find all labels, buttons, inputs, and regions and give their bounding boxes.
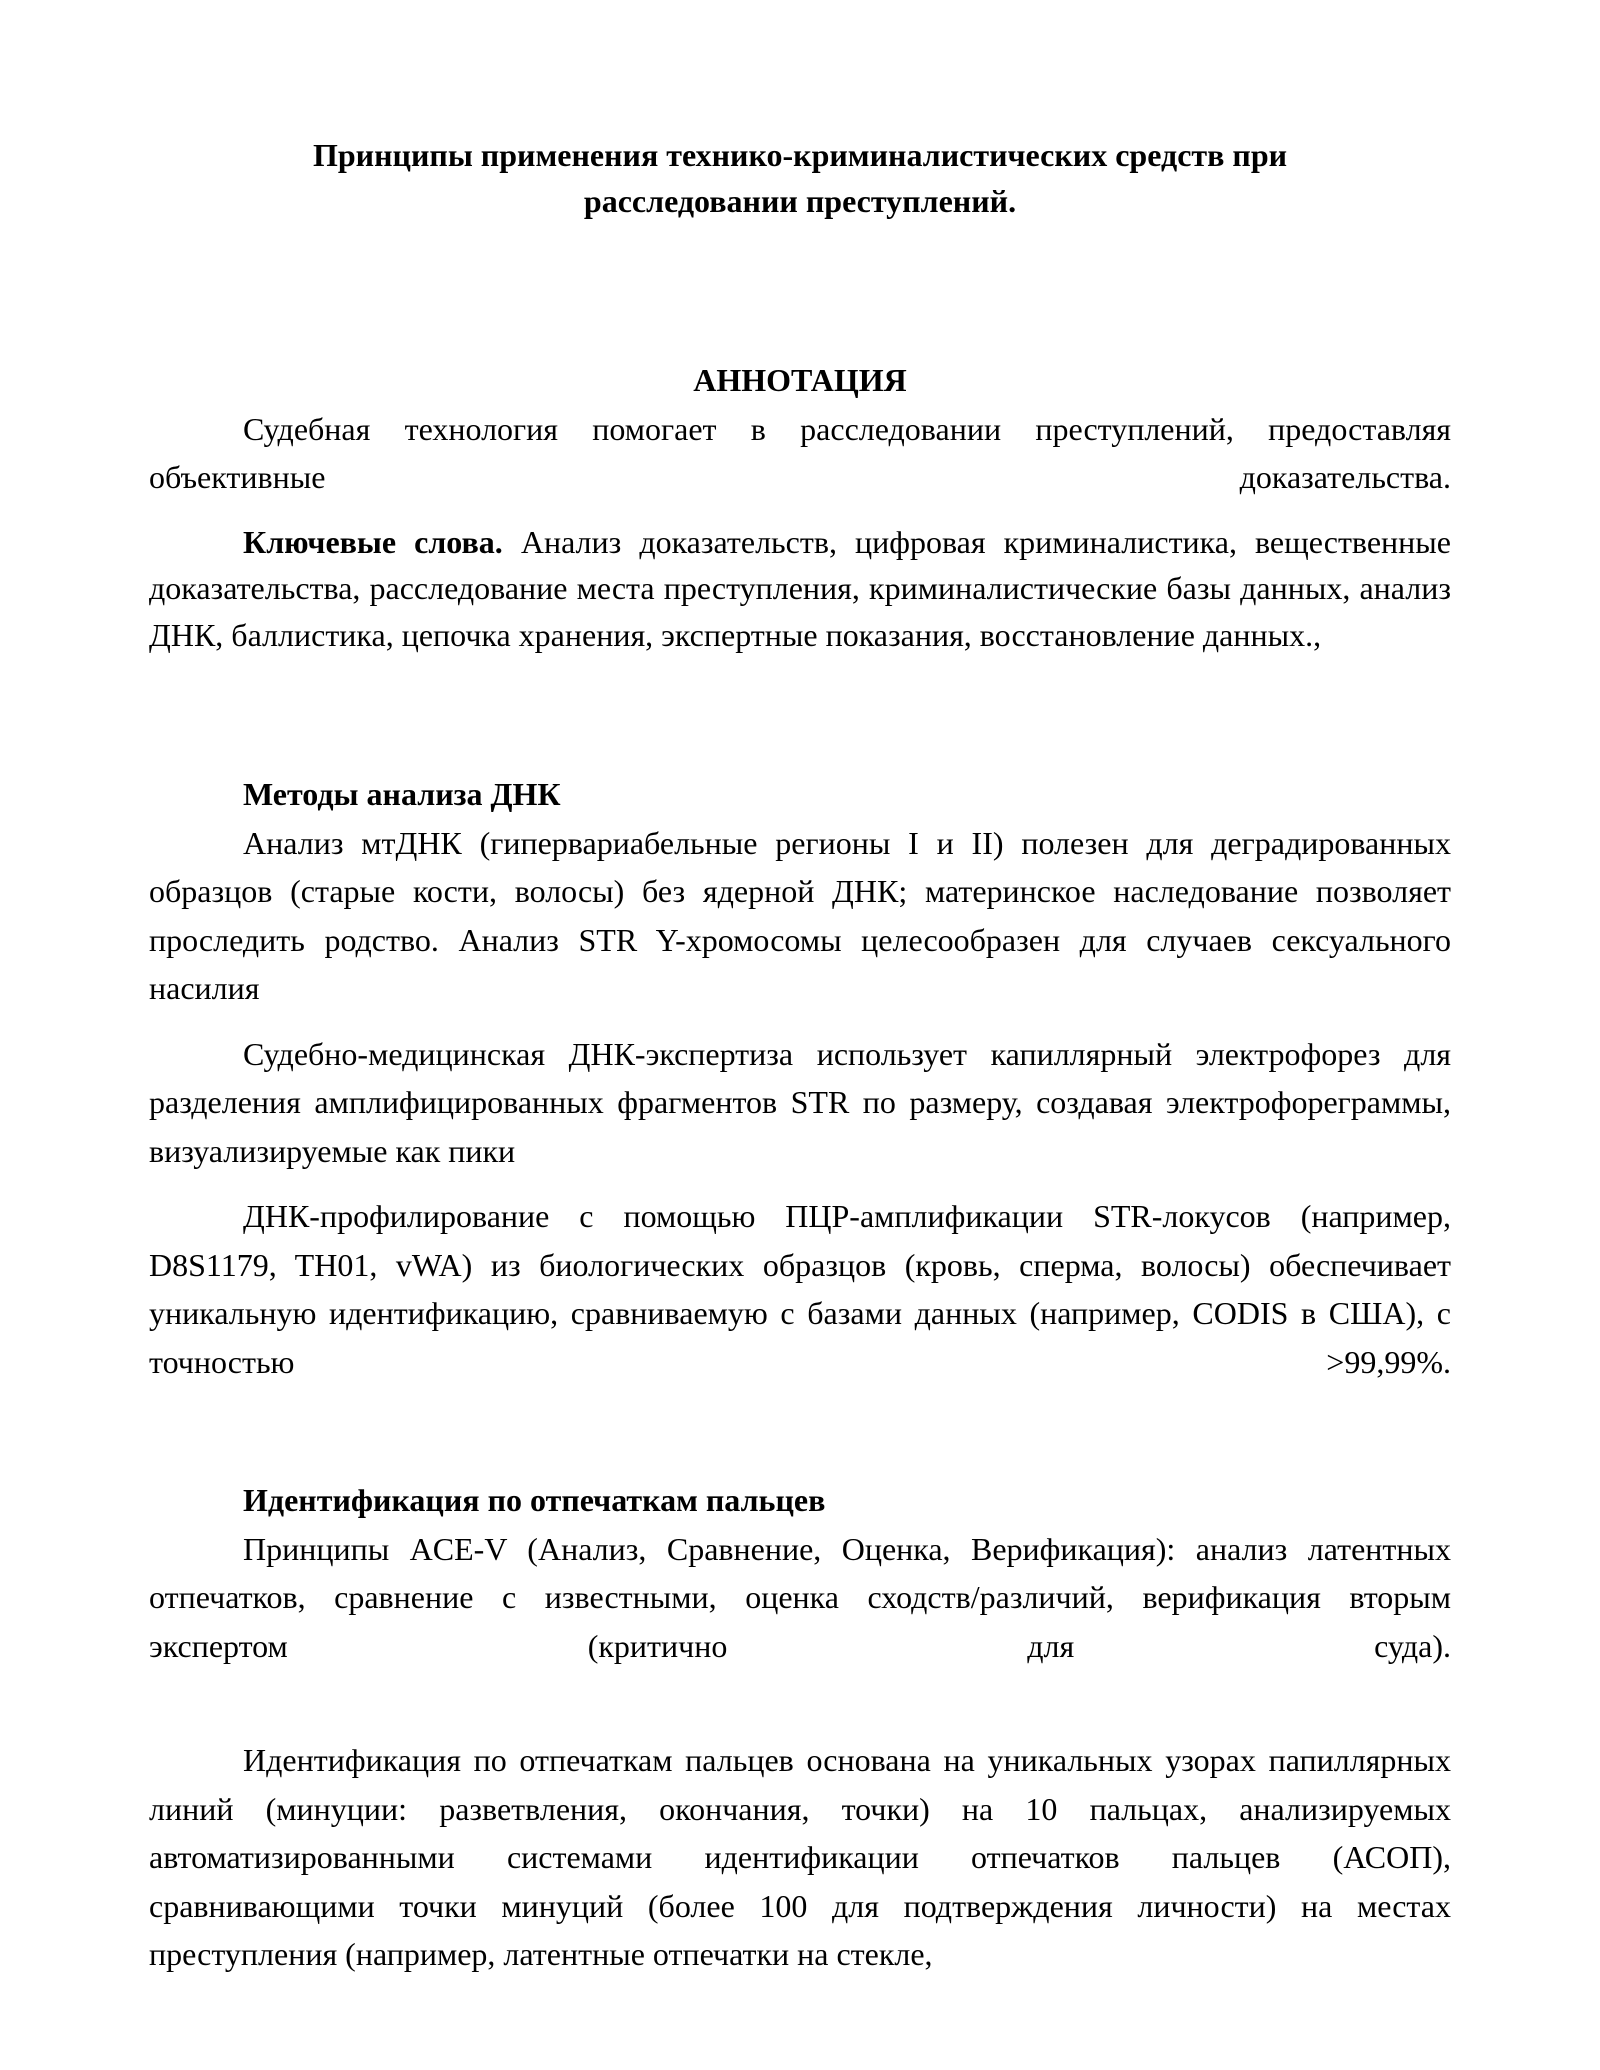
dna-section-heading: Методы анализа ДНК bbox=[243, 776, 561, 812]
fingerprint-paragraph: Идентификация по отпечаткам пальцев основана на уникальных узорах папиллярных линий (минуции: разветвления, окончания, точки) на 10 пальцах, анализируемых автоматизированными системами идентификации отпечатков пальцев (АСОП), сравнивающими точки минуций (более 100 для подтверждения личности) на местах преступления (например, латентные отпечатки на стекле, bbox=[149, 1742, 1451, 1972]
dna-paragraph: ДНК-профилирование с помощью ПЦР-амплификации STR-локусов (например, D8S1179, TH01, vWA) из биологических образцов (кровь, сперма, волосы) обеспечивает уникальную идентификацию, сравниваемую с базами данных (например, CODIS в США), с точностью >99,99%. bbox=[149, 1198, 1451, 1380]
keywords-paragraph bbox=[149, 519, 1451, 659]
dna-paragraph: Анализ мтДНК (гипервариабельные регионы I и II) полезен для деградированных образцов (старые кости, волосы) без ядерной ДНК; материнское наследование позволяет проследить родство. Анализ STR Y-хромосомы целесообразен для случаев сексуального насилия bbox=[149, 824, 1451, 1006]
annotation-text: Судебная технология помогает в расследовании преступлений, предоставляя объективные доказательства. bbox=[149, 410, 1451, 495]
fingerprint-paragraph: Принципы ACE-V (Анализ, Сравнение, Оценка, Верификация): анализ латентных отпечатков, сравнение с известными, оценка сходств/различий, верификация вторым экспертом (критично для суда). bbox=[149, 1530, 1451, 1664]
annotation-heading: АННОТАЦИЯ bbox=[693, 362, 907, 398]
keywords-label: Ключевые слова. bbox=[243, 523, 503, 560]
document-page bbox=[149, 0, 1451, 1979]
dna-paragraph: Судебно-медицинская ДНК-экспертиза использует капиллярный электрофорез для разделения амплифицированных фрагментов STR по размеру, создавая электрофореграммы, визуализируемые как пики bbox=[149, 1035, 1451, 1169]
fingerprint-section-heading: Идентификация по отпечаткам пальцев bbox=[243, 1482, 826, 1518]
document-title: Принципы применения технико-криминалистических средств при расследовании преступлений. bbox=[312, 137, 1288, 219]
keywords-text: Анализ доказательств, цифровая криминалистика, вещественные доказательства, расследование места преступления, криминалистические базы данных, анализ ДНК, баллистика, цепочка хранения, экспертные показания, восстановление данных., bbox=[149, 523, 1452, 653]
